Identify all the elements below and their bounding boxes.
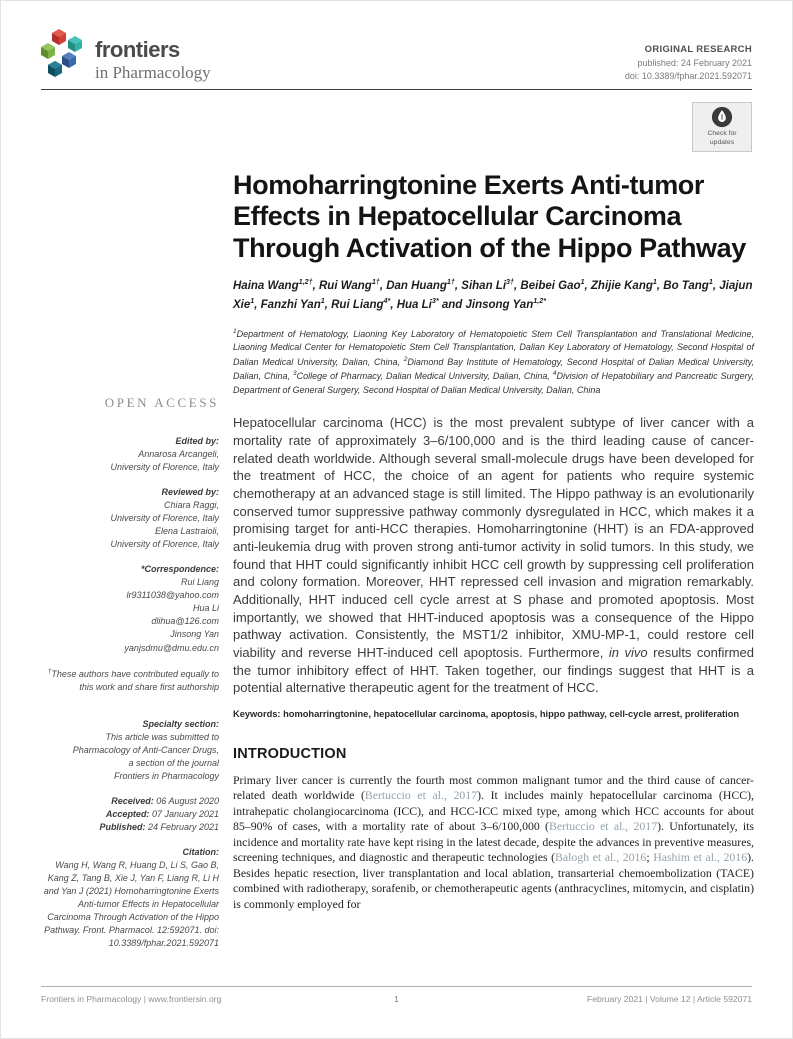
citation-link[interactable]: Bertuccio et al., 2017: [364, 788, 478, 803]
author: , Rui Wang$^{1\dagger}$: [312, 277, 380, 293]
correspondence-label: *Correspondence:: [140, 564, 219, 575]
author: , Sihan $Li^{3\dagger}$: [454, 277, 515, 293]
article-type-label: ORIGINAL RESEARCH: [644, 44, 752, 55]
correspondent-email[interactable]: dlihua@126.com: [151, 616, 219, 627]
equal-contribution-note: †These authors have contributed equally to this work and share first authorship: [47, 667, 219, 692]
correspondent-email[interactable]: yanjsdmu@dmu.edu.cn: [124, 642, 219, 653]
correspondence-block: [41, 563, 219, 654]
article-meta: [625, 29, 752, 83]
author: , Dan Huang$^{1\dagger}$: [379, 277, 455, 293]
crossmark-icon: [711, 106, 733, 128]
citation-label: Citation:: [182, 847, 219, 858]
reviewer-affiliation: University of Florence, Italy: [110, 539, 219, 550]
author-list: [233, 278, 754, 314]
accepted-label: Accepted:: [105, 808, 150, 819]
reviewed-by-label: Reviewed by:: [161, 486, 219, 497]
editor-affiliation: University of Florence, Italy: [110, 461, 219, 472]
editor-name: Annarosa Arcangeli,: [138, 448, 219, 459]
accepted-date: 07 January 2021: [149, 808, 219, 819]
specialty-section-block: [41, 718, 219, 783]
author: , Beibei Gao$^1$: [514, 277, 585, 293]
correspondent-name: Jinsong Yan: [170, 629, 219, 640]
citation-link[interactable]: Hashim et al., 2016: [653, 850, 748, 865]
journal-header: [41, 1, 752, 83]
frontiers-logo-icon: [41, 29, 87, 81]
citation-link[interactable]: Balogh et al., 2016: [555, 850, 647, 865]
article-info-sidebar: [41, 394, 219, 962]
author: and Jinsong Yan$^{1,2*}$: [438, 295, 547, 311]
specialty-line: a section of the journal: [128, 757, 219, 768]
footer-issue-info: February 2021 | Volume 12 | Article 592071: [587, 994, 752, 1004]
check-for-updates-button[interactable]: [692, 102, 752, 152]
author: , Hua $Li^{3*}$: [390, 295, 439, 311]
journal-wordmark: [95, 29, 211, 81]
correspondent-email[interactable]: lr9311038@yahoo.com: [126, 590, 219, 601]
dates-block: [41, 795, 219, 834]
specialty-line: Pharmacology of Anti-Cancer Drugs,: [72, 744, 219, 755]
footer-journal-link[interactable]: Frontiers in Pharmacology | www.frontiersin.org: [41, 994, 222, 1004]
edited-by-block: [41, 435, 219, 474]
doi-link[interactable]: doi: 10.3389/fphar.2021.592071: [624, 70, 752, 81]
author: Haina Wang$^{1,2\dagger}$: [233, 277, 313, 293]
specialty-section-label: Specialty section:: [142, 718, 219, 729]
reviewed-by-block: [41, 486, 219, 551]
section-heading-introduction: INTRODUCTION: [233, 746, 347, 762]
header-divider: [41, 89, 752, 90]
citation-link[interactable]: Bertuccio et al., 2017: [548, 819, 658, 834]
page-number: 1: [394, 994, 399, 1004]
author: , Bo Tang$^1$: [656, 277, 713, 293]
journal-name: frontiers: [95, 37, 180, 62]
citation-text: Wang H, Wang R, Huang D, Li S, Gao B, Kang Z, Tang B, Xie J, Yan F, Liang R, Li H and Yan J (2021) Homoharringtonine Exerts Anti-tumor Effects in Hepatocellular Carcinoma Through Activation of the Hippo Pathway. Front. Pharmacol. 12:592071. doi: 10.3389/fphar.2021.592071: [43, 860, 219, 949]
article-title: Homoharringtonine Exerts Anti-tumor Effects in Hepatocellular Carcinoma Through Activation of the Hippo Pathway: [233, 169, 746, 264]
check-for-updates-label: Check for updates: [707, 130, 737, 146]
author: , Jiajun Xie$^1$: [233, 280, 753, 311]
correspondent-name: Hua Li: [192, 603, 219, 614]
keywords-line: Keywords: homoharringtonine, hepatocellular carcinoma, apoptosis, hippo pathway, cell-cycle arrest, proliferation: [233, 709, 740, 719]
introduction-paragraph: Primary liver cancer is currently the fourth most common malignant tumor and the third cause of cancer-related death worldwide (Bertuccio et al., 2017). It includes mainly hepatocellular carcinoma (HCC), intrahepatic cholangiocarcinoma (ICC), and HCC-ICC mixed type, among which HCC accounts for about 85–90% of cases, with a mortality rate of about 3–6/100,000 (Bertuccio et al., 2017). Unfortunately, its incidence and mortality rate have kept rising in the latest decade, despite the advances in preventive measures, screening techniques, and diagnostic and therapeutic technologies (Balogh et al., 2016; Hashim et al., 2016). Besides hepatic resection, liver transplantation and local ablation, transarterial chemoembolization (TACE) combined with radiotherapy, sorafenib, or chemotherapeutic agents (anthracyclines, mitomycin, and cisplatin) is commonly employed for: [233, 773, 755, 911]
open-access-label: OPEN ACCESS: [104, 395, 219, 410]
reviewer-affiliation: University of Florence, Italy: [110, 513, 219, 524]
published-date: 24 February 2021: [145, 821, 219, 832]
journal-subtitle: in Pharmacology: [95, 63, 211, 82]
reviewer-name: Chiara Raggi,: [163, 500, 219, 511]
specialty-line: Frontiers in Pharmacology: [113, 770, 219, 781]
author: , Rui Liang$^{4*}$: [324, 295, 391, 311]
received-date: 06 August 2020: [153, 795, 219, 806]
frontiers-logo: [41, 29, 211, 81]
correspondent-name: Rui Liang: [180, 577, 219, 588]
page-footer: [41, 986, 752, 1004]
reviewer-name: Elena Lastraioli,: [154, 526, 219, 537]
citation-block: [41, 846, 219, 950]
author: , Fanzhi Yan$^1$: [254, 295, 325, 311]
published-date: published: 24 February 2021: [637, 57, 752, 68]
received-label: Received:: [111, 795, 154, 806]
specialty-line: This article was submitted to: [105, 731, 219, 742]
published-label: Published:: [99, 821, 146, 832]
affiliations: $^1$Department of Hematology, Liaoning Key Laboratory of Hematopoietic Stem Cell Transplantation and Translational Medicine, Liaoning Medical Center for Hematopoietic Stem Cell Transplantation, Dalian Key Laboratory of Hematology, Second Hospital of Dalian Medical University, Dalian, China, $^2$Diamond Bay Institute of Hematology, Second Hospital of Dalian Medical University, Dalian, China, $^3$College of Pharmacy, Dalian Medical University, Dalian, China, $^4$Division of Hepatobiliary and Pancreatic Surgery, Department of General Surgery, Second Hospital of Dalian Medical University, Dalian, China: [233, 327, 754, 395]
edited-by-label: Edited by:: [175, 435, 219, 446]
author: , Zhijie Kang$^1$: [584, 277, 657, 293]
abstract: Hepatocellular carcinoma (HCC) is the most prevalent subtype of liver cancer with a mortality rate of approximately 3–6/100,000 and is the third leading cause of cancer-related death worldwide. Although several small-molecule drugs have been developed for the treatment of HCC, the choice of an agent for patients who require systemic chemotherapy at an advanced stage is still limited. The Hippo pathway is an evolutionarily conserved tumor suppressive pathway commonly dysregulated in HCC, which makes it a promising target for anti-HCC therapies. Homoharringtonine (HHT) is an FDA-approved anti-leukemia drug with proven strong anti-tumor activity in solid tumors. In this study, we found that HHT could significantly inhibit HCC cell growth by suppressing cell proliferation and colony formation. Moreover, HHT repressed cell invasion and migration remarkably. Additionally, HHT induced cell cycle arrest at S phase and promoted apoptosis. Most importantly, we showed that HHT-induced apoptosis was a consequence of the Hippo pathway activation. Consistently, the MST1/2 inhibitor, XMU-MP-1, could restore cell viability and reverse HHT-induced cell apoptosis. Furthermore, in vivo results confirmed the tumor inhibitory effect of HHT. Taken together, our findings suggest that HHT is a potential alternative therapeutic agent for the treatment of HCC.: [233, 415, 754, 696]
